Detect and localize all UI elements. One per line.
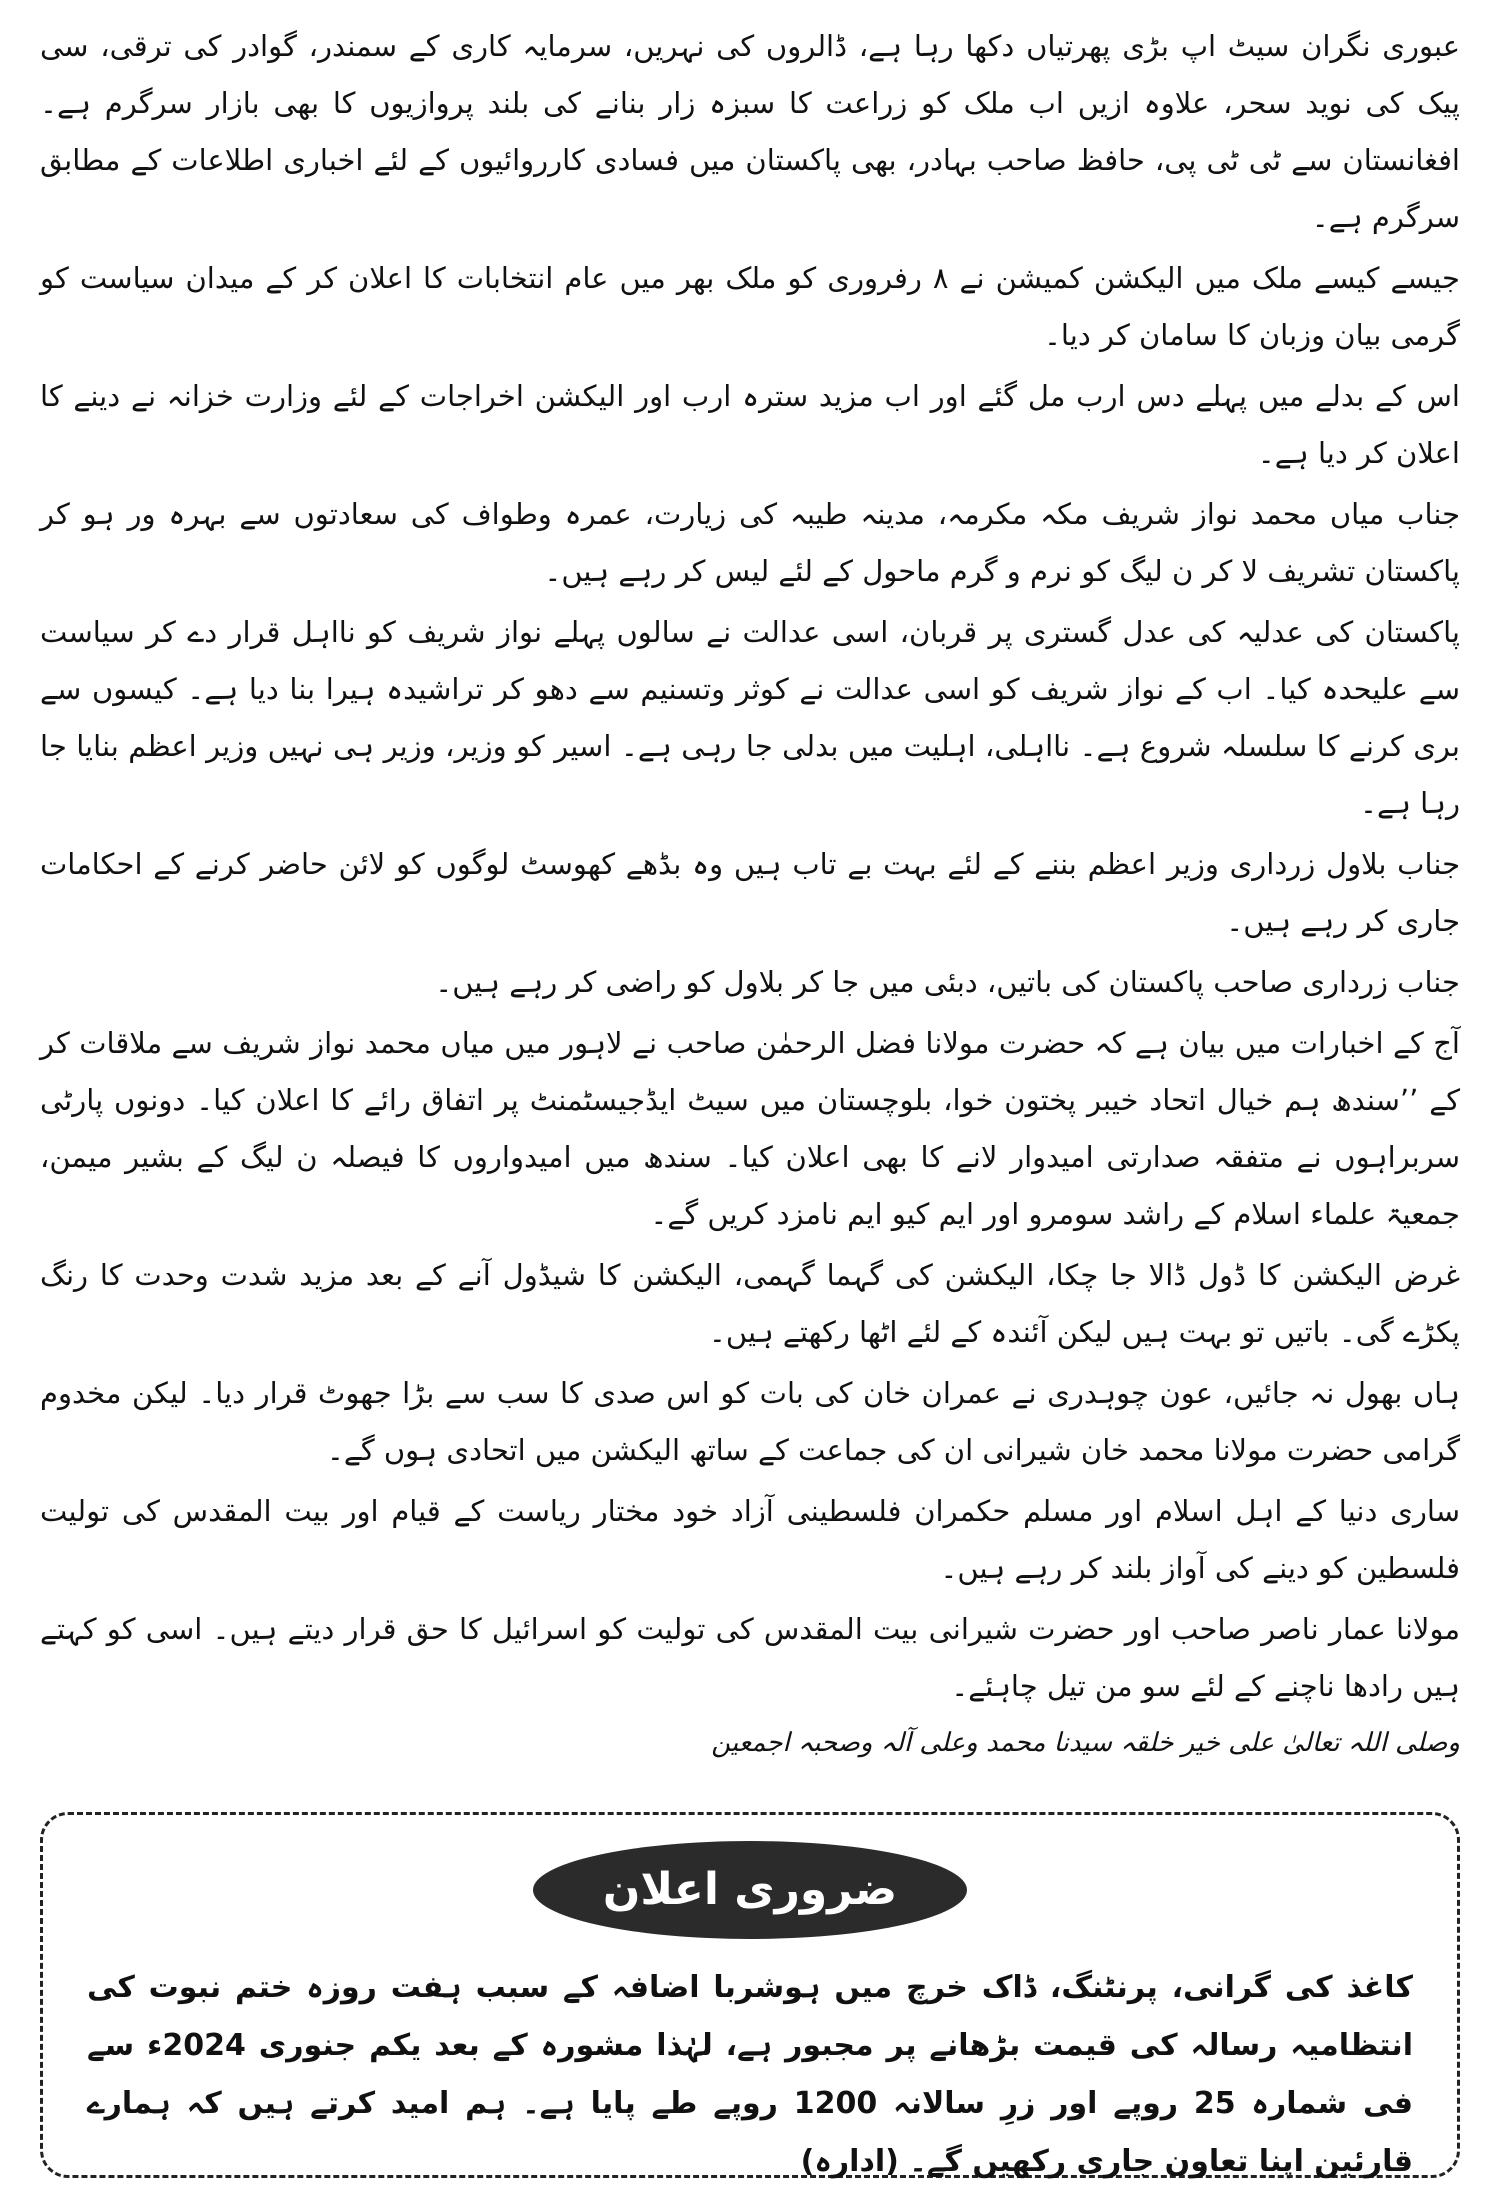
paragraph-palestine: ساری دنیا کے اہل اسلام اور مسلم حکمران فلسطینی آزاد خود مختار ریاست کے قیام اور بیت المقدس کی تولیت فلسطین کو دینے کی آواز بلند کر رہے ہیں۔: [40, 1494, 1460, 1585]
paragraph-election-funds: اس کے بدلے میں پہلے دس ارب مل گئے اور اب مزید سترہ ارب اور الیکشن اخراجات کے لئے وزارت خزانہ نے دینے کا اعلان کر دیا ہے۔: [40, 379, 1460, 470]
paragraph-judiciary: پاکستان کی عدلیہ کی عدل گستری پر قربان، اسی عدالت نے سالوں پہلے نواز شریف کو نااہل قرار دے کر سیاست سے علیحدہ کیا۔ اب کے نواز شریف کو اسی عدالت نے کوثر وتسنیم سے دھو کر تراشیدہ ہیرا بنا دیا ہے۔ کیسوں سے بری کرنے کا سلسلہ شروع ہے۔ نااہلی، اہلیت میں بدلی جا رہی ہے۔ اسیر کو وزیر، وزیر ہی نہیں وزیر اعظم بنایا جا رہا ہے۔: [40, 615, 1460, 820]
paragraph-caretaker-setup: عبوری نگران سیٹ اپ بڑی پھرتیاں دکھا رہا ہے، ڈالروں کی نہریں، سرمایہ کاری کے سمندر، گوادر کی ترقی، سی پیک کی نوید سحر، علاوہ ازیں اب ملک کو زراعت کا سبزہ زار بنانے کی بلند پروازیوں کا بھی بازار سرگرم ہے۔ افغانستان سے ٹی ٹی پی، حافظ صاحب بہادر، بھی پاکستان میں فسادی کارروائیوں کے لئے اخباری اطلاعات کے مطابق سرگرم ہے۔: [40, 29, 1460, 234]
editorial-article: [40, 18, 1460, 1765]
paragraph-sherani: مولانا عمار ناصر صاحب اور حضرت شیرانی بیت المقدس کی تولیت کو اسرائیل کا حق قرار دیتے ہیں۔ اسی کو کہتے ہیں رادھا ناچنے کے لئے سو من تیل چاہئے۔: [40, 1612, 1460, 1703]
paragraph-nawaz-sharif-return: جناب میاں محمد نواز شریف مکہ مکرمہ، مدینہ طیبہ کی زیارت، عمرہ وطواف کی سعادتوں سے بہرہ ور ہو کر پاکستان تشریف لا کر ن لیگ کو نرم و گرم ماحول کے لئے لیس کر رہے ہیں۔: [40, 497, 1460, 588]
notice-body: کاغذ کی گرانی، پرنٹنگ، ڈاک خرچ میں ہوشربا اضافہ کے سبب ہفت روزہ ختم نبوت کی انتظامیہ رسالہ کی قیمت بڑھانے پر مجبور ہے، لہٰذا مشورہ کے بعد یکم جنوری 2024ء سے فی شمارہ 25 روپے اور زرِ سالانہ 1200 روپے طے پایا ہے۔ ہم امید کرتے ہیں کہ ہمارے قارئین اپنا تعاون جاری رکھیں گے۔ (ادارہ): [87, 1970, 1413, 2179]
paragraph-bilawal: جناب بلاول زرداری وزیر اعظم بننے کے لئے بہت بے تاب ہیں وہ بڈھے کھوسٹ لوگوں کو لائن حاضر کرنے کے احکامات جاری کر رہے ہیں۔: [40, 847, 1460, 938]
paragraph-aun-chaudhry: ہاں بھول نہ جائیں، عون چوہدری نے عمران خان کی بات کو اس صدی کا سب سے بڑا جھوٹ قرار دیا۔ لیکن مخدوم گرامی حضرت مولانا محمد خان شیرانی ان کی جماعت کے ساتھ الیکشن میں اتحادی ہوں گے۔: [40, 1376, 1460, 1467]
paragraph-maulana-fazl: آج کے اخبارات میں بیان ہے کہ حضرت مولانا فضل الرحمٰن صاحب نے لاہور میں میاں محمد نواز شریف سے ملاقات کر کے ’’سندھ ہم خیال اتحاد خیبر پختون خوا، بلوچستان میں سیٹ ایڈجیسٹمنٹ پر اتفاق رائے کا اعلان کیا۔ دونوں پارٹی سربراہوں نے متفقہ صدارتی امیدوار لانے کا بھی اعلان کیا۔ سندھ میں امیدواروں کا فیصلہ ن لیگ کے بشیر میمن، جمعیۃ علماء اسلام کے راشد سومرو اور ایم کیو ایم نامزد کریں گے۔: [40, 1026, 1460, 1231]
paragraph-election-commission: جیسے کیسے ملک میں الیکشن کمیشن نے ۸ رفروری کو ملک بھر میں عام انتخابات کا اعلان کر کے میدان سیاست کو گرمی بیان وزبان کا سامان کر دیا۔: [40, 261, 1460, 352]
paragraph-election-summary: غرض الیکشن کا ڈول ڈالا جا چکا، الیکشن کی گہما گہمی، الیکشن کا شیڈول آنے کے بعد مزید شدت وحدت کا رنگ پکڑے گی۔ باتیں تو بہت ہیں لیکن آئندہ کے لئے اٹھا رکھتے ہیں۔: [40, 1258, 1460, 1349]
notice-title-wrap: [87, 1841, 1413, 1959]
important-notice-box: [40, 1812, 1460, 2178]
notice-title: ضروری اعلان: [533, 1841, 967, 1939]
paragraph-zardari: جناب زرداری صاحب پاکستان کی باتیں، دبئی میں جا کر بلاول کو راضی کر رہے ہیں۔: [435, 965, 1460, 999]
closing-salutation: وصلی اللہ تعالیٰ علی خیر خلقہ سیدنا محمد وعلی آلہ وصحبہ اجمعین: [711, 1728, 1460, 1758]
